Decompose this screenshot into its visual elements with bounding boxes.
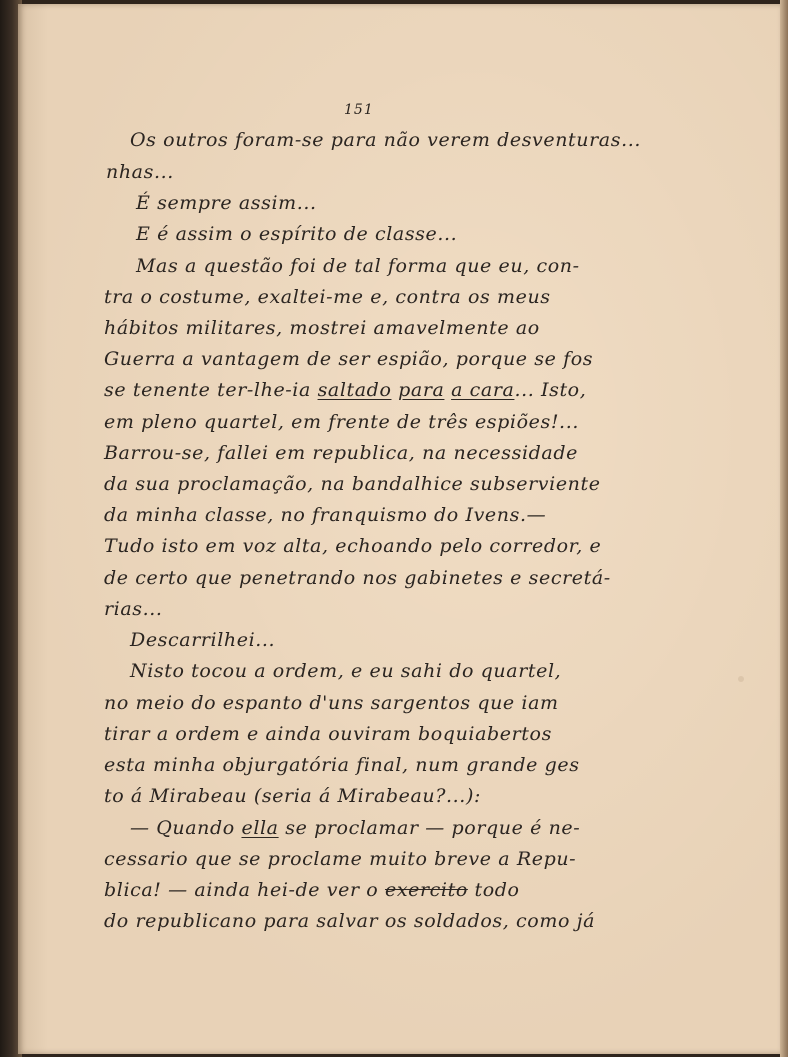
manuscript-line: nhas... <box>106 161 174 183</box>
manuscript-line: da sua proclamação, na bandalhice subserviente <box>104 473 601 495</box>
page-edge <box>780 0 788 1057</box>
struck-word: exercito <box>384 879 468 901</box>
manuscript-line: to á Mirabeau (seria á Mirabeau?...): <box>104 785 481 807</box>
manuscript-line: de certo que penetrando nos gabinetes e secretá- <box>104 567 611 589</box>
manuscript-line: da minha classe, no franquismo do Ivens.— <box>104 504 547 526</box>
underlined-word: para <box>398 379 445 401</box>
manuscript-line: E é assim o espírito de classe... <box>136 223 458 245</box>
underlined-word: ella <box>241 817 279 839</box>
manuscript-line: É sempre assim... <box>136 192 317 214</box>
manuscript-line: Barrou-se, fallei em republica, na necessidade <box>104 442 578 464</box>
page-number: 151 <box>344 102 374 118</box>
underlined-word: a cara <box>451 379 515 401</box>
manuscript-line <box>130 817 580 839</box>
manuscript-line: Nisto tocou a ordem, e eu sahi do quartel, <box>130 660 562 682</box>
line-text-start: blica! — ainda hei-de ver o <box>104 879 385 901</box>
line-text-end: todo <box>467 879 520 901</box>
manuscript-line: tirar a ordem e ainda ouviram boquiabertos <box>104 723 552 745</box>
manuscript-line: rias... <box>104 598 163 620</box>
manuscript-line: Guerra a vantagem de ser espião, porque se fos <box>104 348 594 370</box>
manuscript-line: hábitos militares, mostrei amavelmente ao <box>104 317 540 339</box>
line-text-end: se proclamar — porque é ne- <box>278 817 581 839</box>
manuscript-line <box>104 379 586 401</box>
manuscript-line: do republicano para salvar os soldados, como já <box>104 910 596 932</box>
manuscript-line: Mas a questão foi de tal forma que eu, con- <box>136 255 580 277</box>
manuscript-line: no meio do espanto d'uns sargentos que iam <box>104 692 559 714</box>
handwritten-text <box>18 4 780 1054</box>
line-text-start: se tenente ter-lhe-ia <box>104 379 318 401</box>
manuscript-page <box>18 4 780 1054</box>
manuscript-line: Descarrilhei... <box>130 629 276 651</box>
underlined-word: saltado <box>317 379 392 401</box>
manuscript-line: em pleno quartel, em frente de três espiões!... <box>104 411 579 433</box>
line-text-end: ... Isto, <box>514 379 587 401</box>
manuscript-line: Os outros foram-se para não verem desventuras... <box>130 129 642 151</box>
manuscript-line <box>104 879 520 901</box>
line-text-start: — Quando <box>130 817 242 839</box>
manuscript-line: esta minha objurgatória final, num grande ges <box>104 754 580 776</box>
manuscript-line: tra o costume, exaltei-me e, contra os meus <box>104 286 551 308</box>
manuscript-line: cessario que se proclame muito breve a Repu- <box>104 848 577 870</box>
manuscript-line: Tudo isto em voz alta, echoando pelo corredor, e <box>104 535 602 557</box>
